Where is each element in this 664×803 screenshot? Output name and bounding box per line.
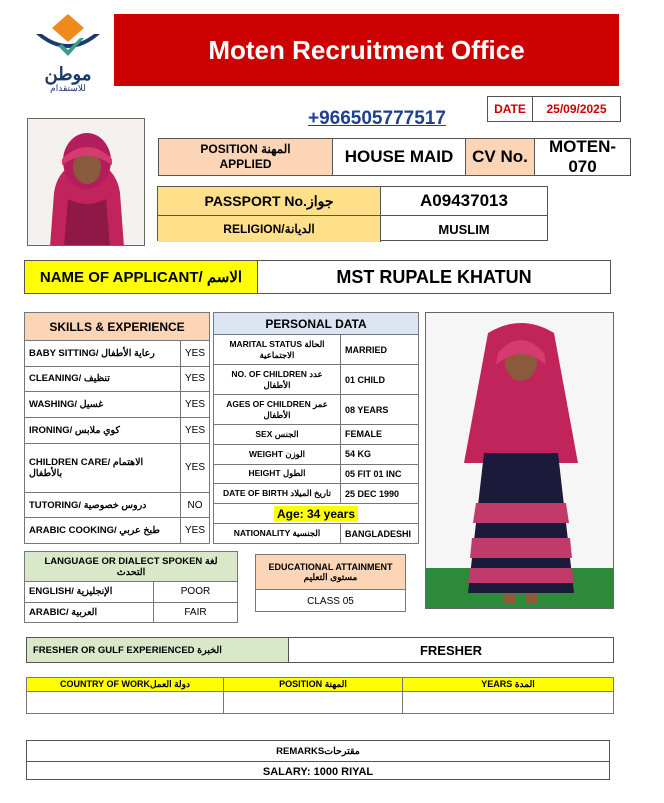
work-header-country: COUNTRY OF WORKدولة العمل [27,678,224,692]
logo-mark-icon [28,12,108,60]
applicant-name-value: MST RUPALE KHATUN [336,266,532,287]
skill-value: YES [180,417,209,443]
personal-value: 25 DEC 1990 [341,484,419,504]
remarks-label: REMARKSمقترحات [27,741,609,762]
applicant-name-row [24,260,611,294]
personal-label: HEIGHT الطول [214,464,341,484]
personal-value: 54 KG [341,444,419,464]
passport-religion-block [157,186,548,241]
table-row [25,518,210,544]
table-row [214,484,419,504]
experience-label: FRESHER OR GULF EXPERIENCED الخبرة [27,638,289,662]
personal-label: DATE OF BIRTH تاريخ الميلاد [214,484,341,504]
table-row [25,602,238,623]
table-row [214,524,419,544]
applicant-photo-full [425,312,614,609]
religion-label: RELIGION/الديانة [158,216,381,242]
personal-label: NO. OF CHILDREN عدد الأطفال [214,365,341,395]
position-label: POSITION المهنة APPLIED [159,139,333,175]
language-title: LANGUAGE OR DIALECT SPOKEN لغة التحدث [25,552,238,582]
education-block [255,554,406,612]
applicant-photo-small [27,118,145,246]
date-label: DATE [488,97,533,121]
skill-value: YES [180,443,209,492]
position-row [158,138,631,176]
page-title: Moten Recruitment Office [208,34,525,65]
date-value: 25/09/2025 [546,102,607,116]
religion-value: MUSLIM [438,221,490,237]
passport-value: A09437013 [420,191,508,210]
age-highlight: Age: 34 years [274,506,358,522]
table-row [214,365,419,395]
personal-value: 05 FIT 01 INC [341,464,419,484]
remarks-block [26,740,610,780]
cv-value: MOTEN-070 [548,137,617,176]
language-table [24,551,238,623]
table-row [214,464,419,484]
skill-label: ARABIC COOKING/ طبخ عربي [25,518,181,544]
table-row [214,335,419,365]
logo-text: موطن [44,64,92,84]
language-value: POOR [154,582,238,603]
table-row [214,425,419,445]
applicant-name-label: NAME OF APPLICANT/ الاسم [25,261,258,293]
skill-label: TUTORING/ دروس خصوصية [25,492,181,518]
table-row [214,444,419,464]
skill-value: YES [180,392,209,418]
date-box [487,96,621,122]
experience-row [26,637,614,663]
position-value: HOUSE MAID [333,139,466,175]
personal-label: WEIGHT الوزن [214,444,341,464]
table-row [25,582,238,603]
skill-label: BABY SITTING/ رعاية الأطفال [25,341,181,367]
table-row [25,443,210,492]
skill-label: WASHING/ غسيل [25,392,181,418]
skill-value: YES [180,518,209,544]
education-title: EDUCATIONAL ATTAINMENT مستوى التعليم [256,555,405,590]
personal-value: MARRIED [341,335,419,365]
title-banner [114,14,619,86]
skills-table [24,312,210,544]
nationality-label: NATIONALITY الجنسية [214,524,341,544]
phone-number[interactable]: +966505777517 [308,108,446,129]
work-history-table [26,677,614,714]
personal-value: 01 CHILD [341,365,419,395]
table-row [214,395,419,425]
salary-value: SALARY: 1000 RIYAL [262,765,374,778]
personal-label: AGES OF CHILDREN عمر الأطفال [214,395,341,425]
cv-label: CV No. [466,139,535,175]
language-label: ENGLISH/ الإنجليزية [25,582,154,603]
personal-data-table [213,312,419,544]
education-value: CLASS 05 [307,595,354,607]
logo [28,12,108,92]
table-row [27,692,614,714]
table-row [25,341,210,367]
experience-value: FRESHER [419,642,483,658]
skill-label: CHILDREN CARE/ الاهتمام بالأطفال [25,443,181,492]
logo-subtext: للاستقدام [50,83,86,93]
table-row [25,392,210,418]
skill-label: CLEANING/ تنظيف [25,366,181,392]
personal-label: SEX الجنس [214,425,341,445]
nationality-value: BANGLADESHI [341,524,419,544]
work-header-years: YEARS المدة [403,678,614,692]
skill-value: YES [180,341,209,367]
skills-title: SKILLS & EXPERIENCE [25,313,210,341]
work-header-position: POSITION المهنة [224,678,403,692]
personal-value: 08 YEARS [341,395,419,425]
personal-title: PERSONAL DATA [214,313,419,335]
skill-label: IRONING/ كوي ملابس [25,417,181,443]
table-row [25,492,210,518]
skill-value: YES [180,366,209,392]
table-row [25,417,210,443]
skill-value: NO [180,492,209,518]
passport-label: PASSPORT No.جواز [158,187,381,215]
personal-label: MARITAL STATUS الحالة الاجتماعية [214,335,341,365]
language-label: ARABIC/ العربية [25,602,154,623]
personal-value: FEMALE [341,425,419,445]
table-row [25,366,210,392]
language-value: FAIR [154,602,238,623]
